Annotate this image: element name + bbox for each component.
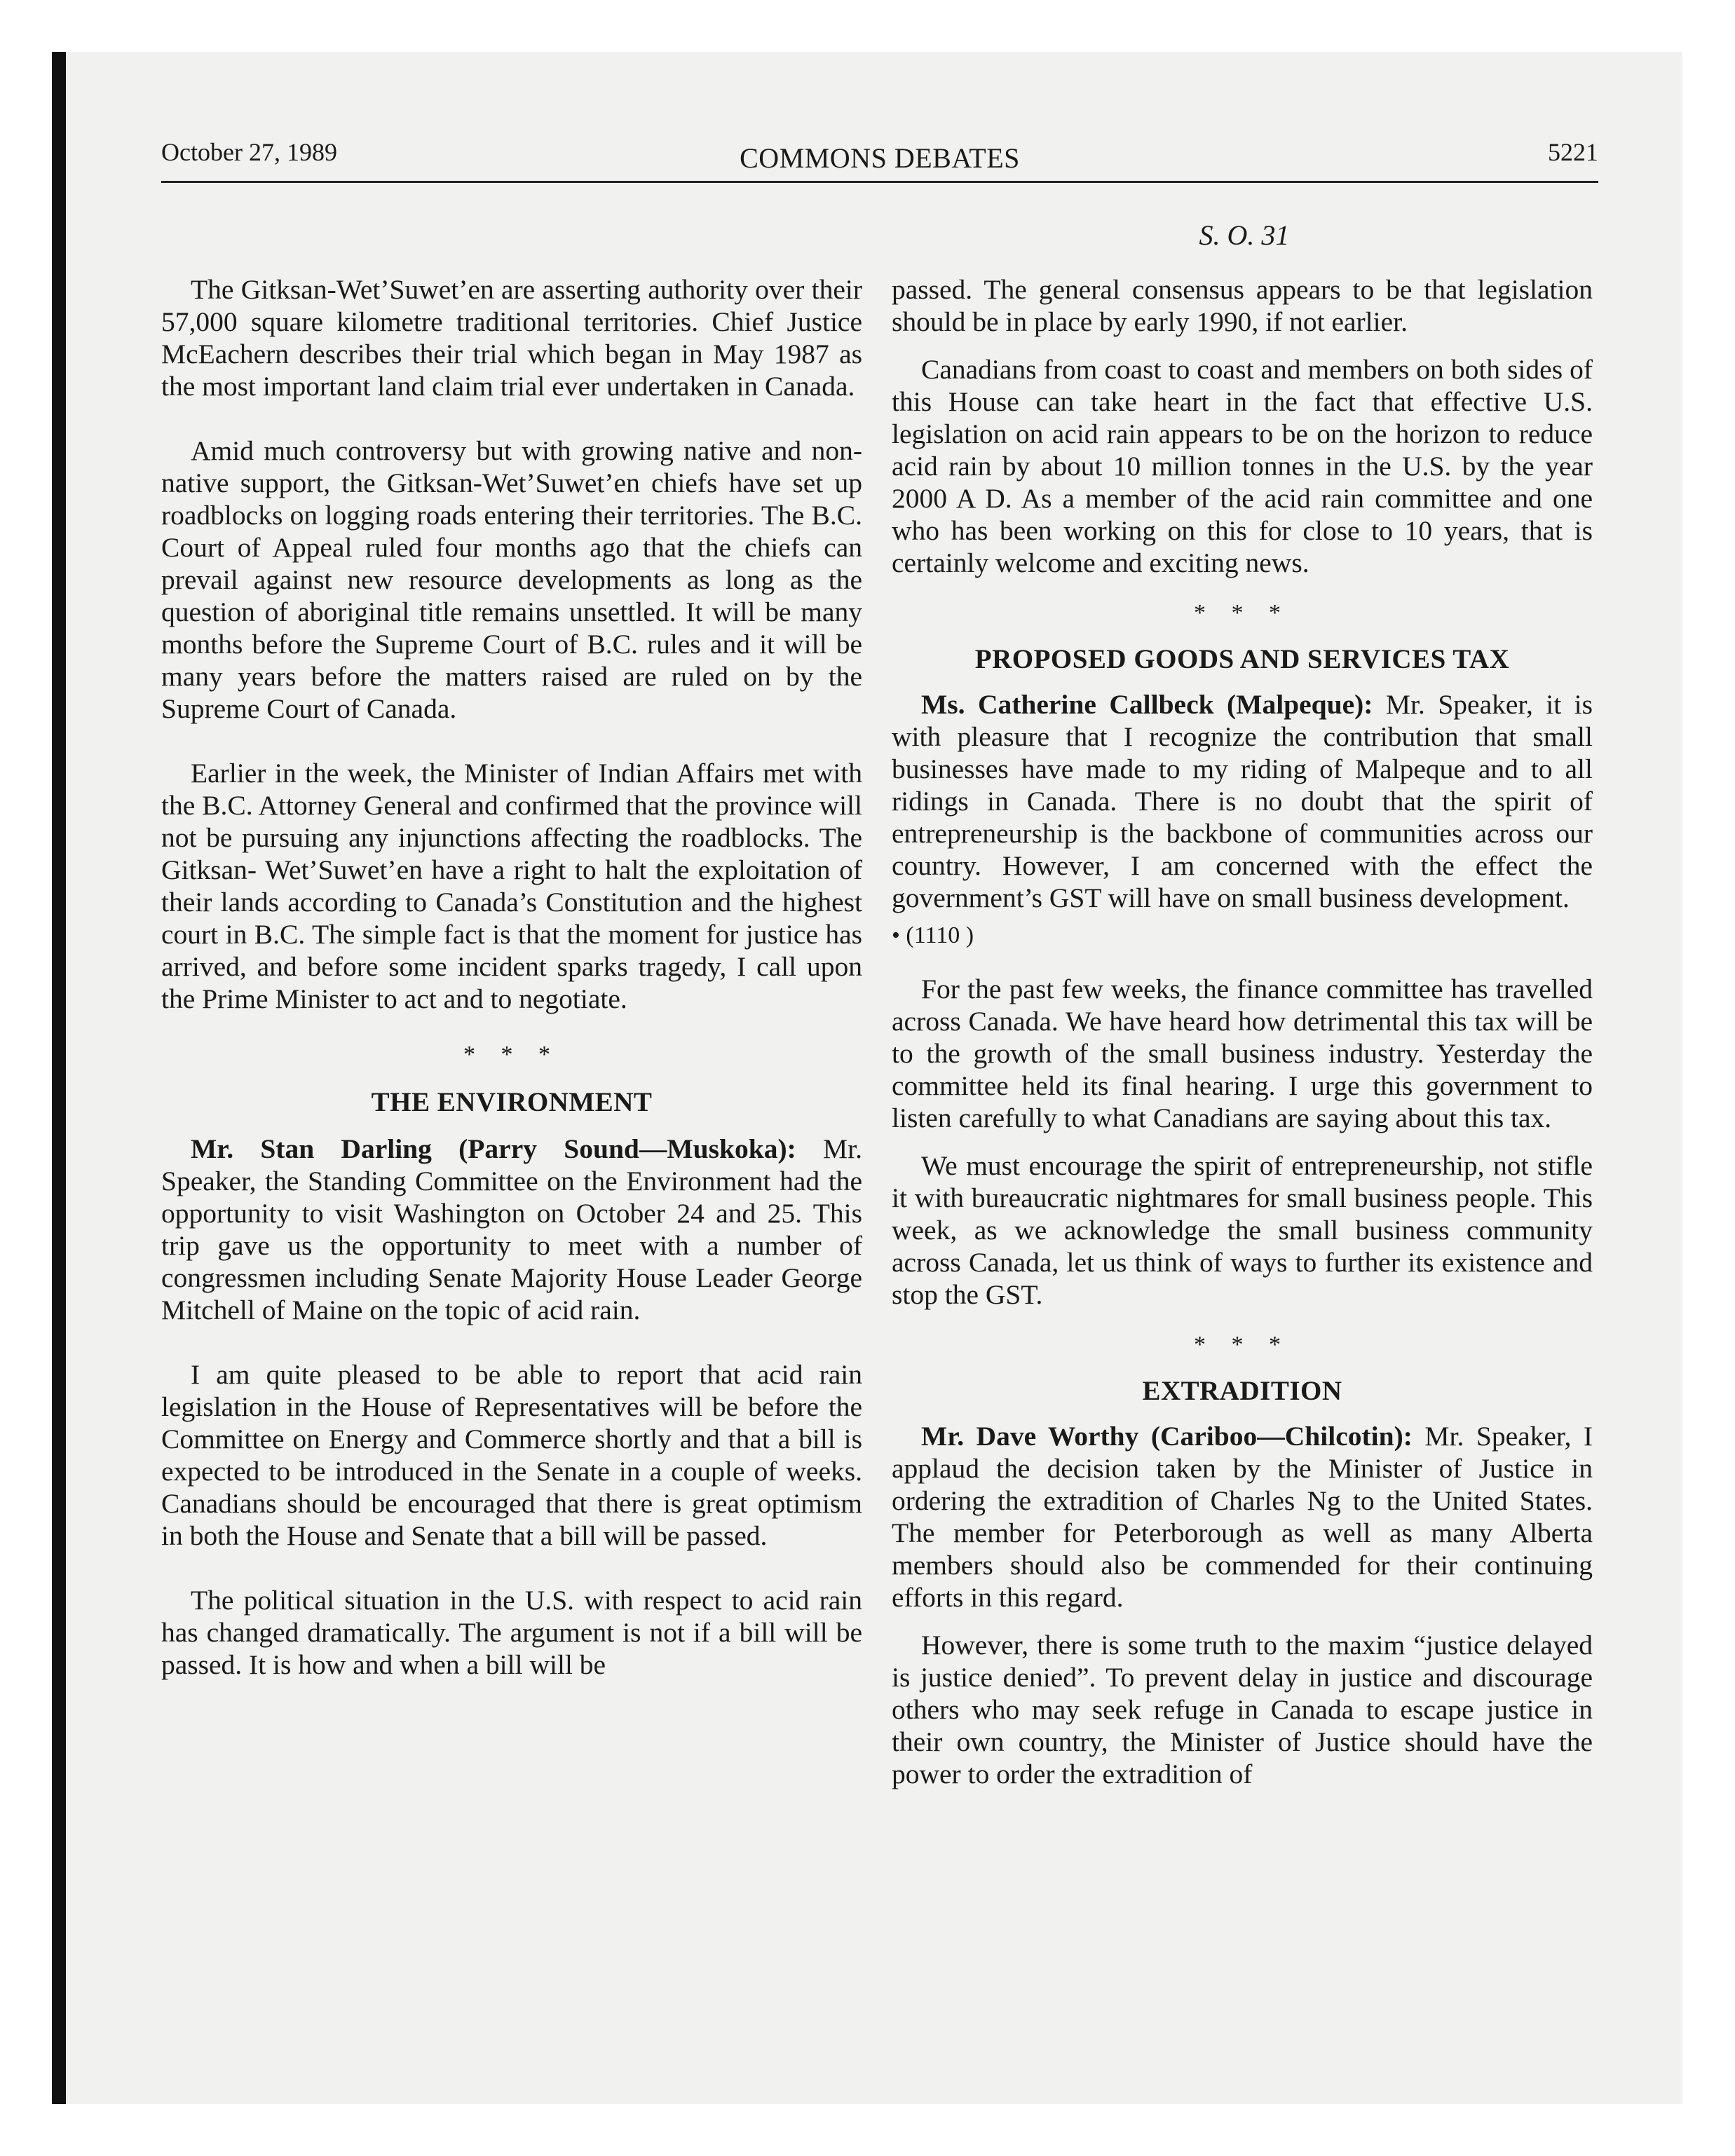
paragraph: For the past few weeks, the finance committee has travelled across Canada. We have heard how detrimental this tax will be to the growth of the small business industry. Yesterday the committee held its final hearing. I urge this government to listen carefully to what Canadians are saying about this tax.: [892, 974, 1593, 1133]
page-number: 5221: [1548, 138, 1598, 166]
binding-edge: [52, 52, 66, 2104]
right-column: [892, 273, 1593, 1806]
header-rule: [161, 181, 1598, 183]
paragraph: The political situation in the U.S. with respect to acid rain has changed dramatically. The argument is not if a bill will be passed. It is how and when a bill will be: [161, 1585, 862, 1680]
section-heading-gst: PROPOSED GOODS AND SERVICES TAX: [974, 644, 1510, 674]
section-label: S. O. 31: [1199, 219, 1290, 251]
section-separator: * * *: [1194, 1332, 1291, 1358]
speech-paragraph: [892, 688, 1593, 914]
section-separator: * * *: [463, 1042, 560, 1067]
speech-paragraph: [161, 1133, 862, 1326]
section-heading-extradition: EXTRADITION: [1142, 1376, 1342, 1406]
left-column: [161, 273, 862, 1713]
paragraph: The Gitksan-Wet’Suwet’en are asserting authority over their 57,000 square kilometre traditional territories. Chief Justice McEachern describes their trial which began in May 1987 as the most important land claim trial ever undertaken in Canada.: [161, 274, 862, 402]
speech-text: Mr. Speaker, it is with pleasure that I recognize the contribution that small businesses have made to my riding of Malpeque and to all ridings in Canada. There is no doubt that the spirit of entrepreneurship is the backbone of communities across our country. However, I am concerned with the effect the government’s GST will have on small business development.: [892, 689, 1593, 913]
paragraph: We must encourage the spirit of entrepreneurship, not stifle it with bureaucratic nightmares for small business people. This week, as we acknowledge the small business community across Canada, let us think of ways to further its existence and stop the GST.: [892, 1150, 1593, 1310]
speaker-name: Ms. Catherine Callbeck (Malpeque):: [921, 689, 1373, 720]
paragraph: Amid much controversy but with growing native and non-native support, the Gitksan-Wet’Suwet’en chiefs have set up roadblocks on logging roads entering their territories. The B.C. Court of Appeal ruled four months ago that the chiefs can prevail against new resource developments as long as the question of aboriginal title remains unsettled. It will be many months before the Supreme Court of B.C. rules and it will be many years before the matters raised are ruled on by the Supreme Court of Canada.: [161, 435, 862, 724]
speaker-name: Mr. Dave Worthy (Cariboo—Chilcotin):: [921, 1421, 1413, 1452]
time-marker: • (1110 ): [892, 922, 974, 948]
paragraph: Earlier in the week, the Minister of Indian Affairs met with the B.C. Attorney General and confirmed that the province will not be pursuing any injunctions affecting the roadblocks. The Gitksan- Wet’Suwet’en have a right to halt the exploitation of their lands according to Canada’s Constitution and the highest court in B.C. The simple fact is that the moment for justice has arrived, and before some incident sparks tragedy, I call upon the Prime Minister to act and to negotiate.: [161, 758, 862, 1014]
speech-text: Mr. Speaker, I applaud the decision taken by the Minister of Justice in ordering the extradition of Charles Ng to the United States. The member for Peterborough as well as many Alberta members should also be commended for their continuing efforts in this regard.: [892, 1421, 1593, 1613]
section-heading-environment: THE ENVIRONMENT: [371, 1087, 653, 1117]
paragraph: I am quite pleased to be able to report that acid rain legislation in the House of Representatives will be before the Committee on Energy and Commerce shortly and that a bill is expected to be introduced in the Senate in a couple of weeks. Canadians should be encouraged that there is great optimism in both the House and Senate that a bill will be passed.: [161, 1359, 862, 1551]
header-date: October 27, 1989: [161, 138, 337, 166]
paragraph: However, there is some truth to the maxim “justice delayed is justice denied”. To prevent delay in justice and discourage others who may seek refuge in Canada to escape justice in their own country, the Minister of Justice should have the power to order the extradition of: [892, 1630, 1593, 1789]
header-title: COMMONS DEBATES: [740, 142, 1020, 174]
section-separator: * * *: [1194, 600, 1291, 626]
paragraph-continuation: passed. The general consensus appears to be that legislation should be in place by early 1990, if not earlier.: [892, 274, 1593, 337]
speech-paragraph: [892, 1420, 1593, 1613]
page-header: [161, 137, 1598, 177]
speaker-name: Mr. Stan Darling (Parry Sound—Muskoka):: [191, 1133, 796, 1164]
speech-text: Mr. Speaker, the Standing Committee on the Environment had the opportunity to visit Washington on October 24 and 25. This trip gave us the opportunity to meet with a number of congressmen including Senate Majority House Leader George Mitchell of Maine on the topic of acid rain.: [161, 1133, 862, 1325]
paragraph: Canadians from coast to coast and members on both sides of this House can take heart in the fact that effective U.S. legislation on acid rain appears to be on the horizon to reduce acid rain by about 10 million tonnes in the U.S. by the year 2000 A D. As a member of the acid rain committee and one who has been working on this for close to 10 years, that is certainly welcome and exciting news.: [892, 354, 1593, 578]
